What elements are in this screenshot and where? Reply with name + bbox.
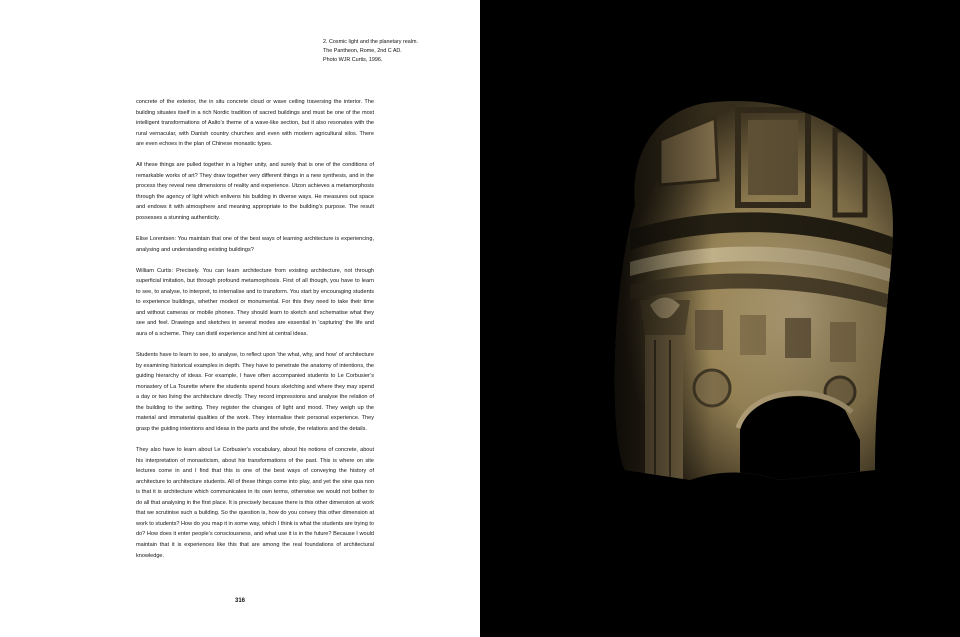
paragraph: Students have to learn to see, to analyse, to reflect upon ‘the what, why, and how’ of architecture by examining historical examples in depth. They have to penetrate the anatomy of intentions, the guiding hierarchy of ideas. For example, I have often accompanied students to Le Corbusier’s monastery of La Tourette where the students spend hours sketching and where they may spend a day or two living the architecture directly. They record impressions and analyse the relation of the building to the setting. They register the changes of light and mood. They weigh up the material and immaterial qualities of the work. They internalise their personal experience. They grasp the guiding intentions and ideas in the parts and the whole, the relations and the details. <box>136 352 374 432</box>
figure-caption <box>323 38 473 65</box>
pantheon-photo <box>480 0 960 637</box>
paragraph: concrete of the exterior, the in situ concrete cloud or wave ceiling traversing the interior. The building situates itself in a rich Nordic tradition of sacred buildings and must be one of the most intelligent transformations of Aalto’s theme of a wave-like section, but it also resonates with the rural vernacular, with Danish country churches and even with modern agricultural silos. There are even echoes in the plan of Chinese monastic types. <box>136 99 374 148</box>
caption-line: Photo WJR Curtis, 1996. <box>323 57 383 63</box>
paragraph: They also have to learn about Le Corbusier’s vocabulary, about his notions of concrete, about his interpretation of monasticism, about his transformations of the past. This is where on site lectures come in and I find that this is one of the best ways of conveying the history of architecture to architecture students. All of these things come into play, and yet the sine qua non is that it is architecture which communicates in its own terms, otherwise we would not bother to do all that analysing in the first place. It is precisely because there is this other dimension at work that we scrutinise such a building. So the question is, how do you convey this other dimension at work to students? How do you map it in some way, which I think is what the students are trying to do? How does it enter people’s consciousness, and what use it is in the future? Because I would maintain that it is experiences like this that are among the real foundations of architectural knowledge. <box>136 447 374 559</box>
caption-line: The Pantheon, Rome, 2nd C AD. <box>323 48 402 54</box>
page-number: 316 <box>234 598 245 604</box>
caption-line: 2. Cosmic light and the planetary realm. <box>323 39 418 45</box>
paragraph: William Curtis: Precisely. You can learn architecture from existing architecture, not through superficial imitation, but through profound metamorphosis. First of all though, you have to learn to see, to analyse, to interpret, to internalise and to transform. You start by encouraging students to experience buildings, whether modest or monumental. For this they need to take their time and without cameras or mobile phones. They should learn to sketch and schematise what they see and feel. Drawings and sketches in several modes are essential in ‘capturing’ the life and aura of a scheme. They can distil experience and hint at central ideas. <box>136 267 374 338</box>
paragraph: All these things are pulled together in a higher unity, and surely that is one of the conditions of remarkable works of art? They draw together very different things in a new synthesis, and in the process they reveal new dimensions of reality and experience. Utzon achieves a metamorphosis through the agency of light which enlivens his building in diverse ways. He measures out space and endows it with atmosphere and meaning appropriate to the building’s purpose. The result possesses a stunning authenticity. <box>136 162 374 222</box>
body-text <box>136 97 374 561</box>
paragraph: Elise Lorentsen: You maintain that one of the best ways of learning architecture is experiencing, analysing and understanding existing buildings? <box>136 236 374 253</box>
right-page-photo <box>480 0 960 637</box>
